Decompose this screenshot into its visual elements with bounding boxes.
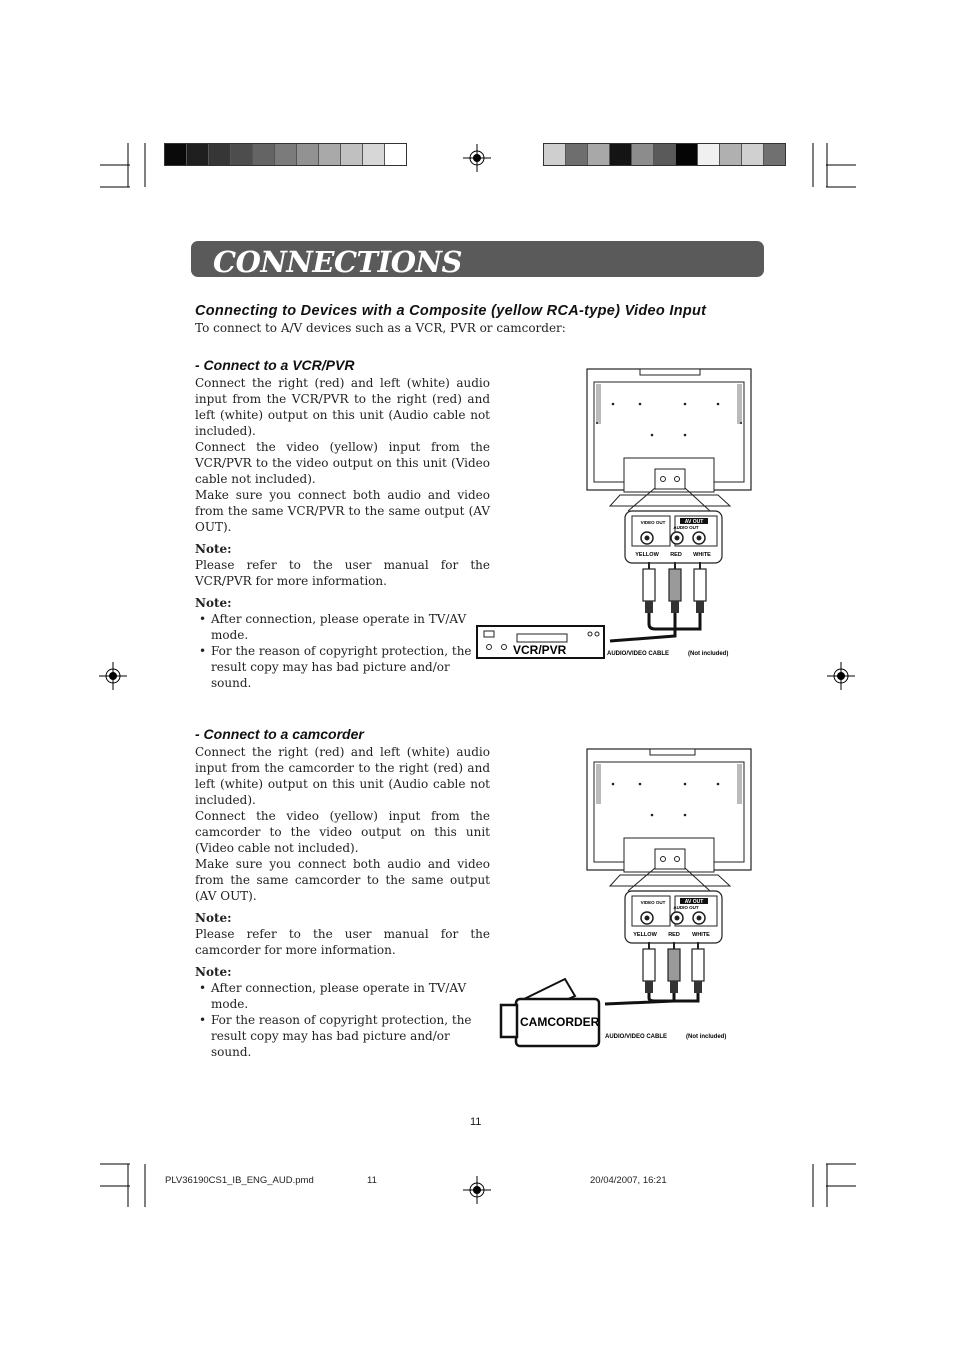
- cable-note: (Not included): [688, 651, 729, 657]
- rca-plugs: [643, 942, 704, 993]
- note-bullet: • For the reason of copyright protection, the result copy may has bad picture and/or sound.: [195, 1012, 490, 1060]
- jack-red: [671, 532, 683, 544]
- color-swatch: [165, 144, 187, 165]
- camcorder-instructions: [195, 744, 490, 1060]
- white-label: WHITE: [692, 932, 710, 938]
- video-out-label: VIDEO OUT: [640, 520, 666, 525]
- registration-mark-top: [463, 144, 491, 172]
- section-header: [191, 241, 764, 277]
- color-swatch: [742, 144, 764, 165]
- color-swatch: [610, 144, 632, 165]
- vcr-connection-diagram: [470, 366, 770, 666]
- composite-heading: Connecting to Devices with a Composite (yellow RCA-type) Video Input: [195, 303, 707, 319]
- jack-yellow: [641, 532, 653, 544]
- jack-white: [693, 532, 705, 544]
- color-swatch: [385, 144, 406, 165]
- jack-red: [671, 912, 683, 924]
- color-swatch: [187, 144, 209, 165]
- cable-note: (Not included): [686, 1034, 727, 1040]
- av-out-label: AV OUT: [684, 899, 704, 905]
- vcr-paragraph: Connect the video (yellow) input from the VCR/PVR to the video output on this unit (Video cable not included).: [195, 440, 490, 486]
- video-out-label: VIDEO OUT: [640, 900, 666, 905]
- registration-mark-left: [99, 662, 127, 690]
- color-swatch: [363, 144, 385, 165]
- note-text: Please refer to the user manual for the camcorder for more information.: [195, 927, 490, 957]
- note-list: [195, 611, 490, 691]
- note-list: [195, 980, 490, 1060]
- vcr-instructions: [195, 375, 490, 691]
- color-swatch: [231, 144, 253, 165]
- color-swatch: [588, 144, 610, 165]
- color-swatch: [275, 144, 297, 165]
- note-label: Note:: [195, 911, 232, 925]
- color-swatch: [720, 144, 742, 165]
- registration-mark-bottom: [463, 1176, 491, 1204]
- yellow-label: YELLOW: [633, 932, 657, 938]
- page-title: CONNECTIONS: [213, 245, 462, 279]
- footer-filename: PLV36190CS1_IB_ENG_AUD.pmd: [165, 1175, 314, 1186]
- note-text: Please refer to the user manual for the VCR/PVR for more information.: [195, 558, 490, 588]
- color-calibration-bar-left: [164, 143, 407, 166]
- color-swatch: [297, 144, 319, 165]
- audio-out-label: AUDIO OUT: [673, 905, 699, 910]
- camcorder-label: CAMCORDER: [520, 1015, 600, 1029]
- camcorder-heading: - Connect to a camcorder: [195, 726, 364, 742]
- camcorder-connection-diagram: [470, 746, 770, 1051]
- vcr-paragraph: Make sure you connect both audio and video from the same VCR/PVR to the same output (AV OUT).: [195, 488, 490, 534]
- note-bullet: • After connection, please operate in TV/AV mode.: [195, 980, 490, 1012]
- camcorder-paragraph: Connect the video (yellow) input from the camcorder to the video output on this unit (Video cable not included).: [195, 809, 490, 855]
- color-swatch: [698, 144, 720, 165]
- note-label: Note:: [195, 965, 232, 979]
- red-label: RED: [668, 932, 680, 938]
- audio-out-label: AUDIO OUT: [673, 525, 699, 530]
- vcr-label: VCR/PVR: [513, 643, 567, 657]
- note-label: Note:: [195, 596, 232, 610]
- color-swatch: [764, 144, 785, 165]
- tv-back-panel: [587, 749, 751, 886]
- note-bullet: • For the reason of copyright protection, the result copy may has bad picture and/or sound.: [195, 643, 490, 691]
- camcorder-paragraph: Connect the right (red) and left (white) audio input from the camcorder to the right (red) and left (white) output on this unit (Audio cable not included).: [195, 745, 490, 807]
- page-number: 11: [470, 1116, 482, 1128]
- footer-page: 11: [367, 1175, 377, 1186]
- footer-datetime: 20/04/2007, 16:21: [590, 1175, 667, 1186]
- note-label: Note:: [195, 542, 232, 556]
- color-swatch: [341, 144, 363, 165]
- color-swatch: [654, 144, 676, 165]
- note-bullet: • After connection, please operate in TV/AV mode.: [195, 611, 490, 643]
- cable-label: AUDIO/VIDEO CABLE: [607, 651, 670, 657]
- camcorder-device: [501, 979, 600, 1046]
- jack-white: [693, 912, 705, 924]
- color-swatch: [566, 144, 588, 165]
- rca-plugs: [643, 562, 706, 613]
- red-label: RED: [670, 552, 682, 558]
- white-label: WHITE: [693, 552, 711, 558]
- jack-yellow: [641, 912, 653, 924]
- vcr-paragraph: Connect the right (red) and left (white) audio input from the VCR/PVR to the right (red) and left (white) output on this unit (Audio cable not included).: [195, 376, 490, 438]
- color-swatch: [253, 144, 275, 165]
- camcorder-paragraph: Make sure you connect both audio and video from the same camcorder to the same output (AV OUT).: [195, 857, 490, 903]
- yellow-label: YELLOW: [635, 552, 659, 558]
- vcr-heading: - Connect to a VCR/PVR: [195, 357, 355, 373]
- color-swatch: [676, 144, 698, 165]
- cable-label: AUDIO/VIDEO CABLE: [605, 1034, 668, 1040]
- color-swatch: [544, 144, 566, 165]
- composite-intro: To connect to A/V devices such as a VCR, PVR or camcorder:: [195, 321, 566, 335]
- color-calibration-bar-right: [543, 143, 786, 166]
- color-swatch: [209, 144, 231, 165]
- registration-mark-right: [827, 662, 855, 690]
- vcr-device: [477, 626, 604, 658]
- tv-back-panel: [587, 369, 751, 506]
- color-swatch: [319, 144, 341, 165]
- color-swatch: [632, 144, 654, 165]
- av-out-label: AV OUT: [684, 519, 704, 525]
